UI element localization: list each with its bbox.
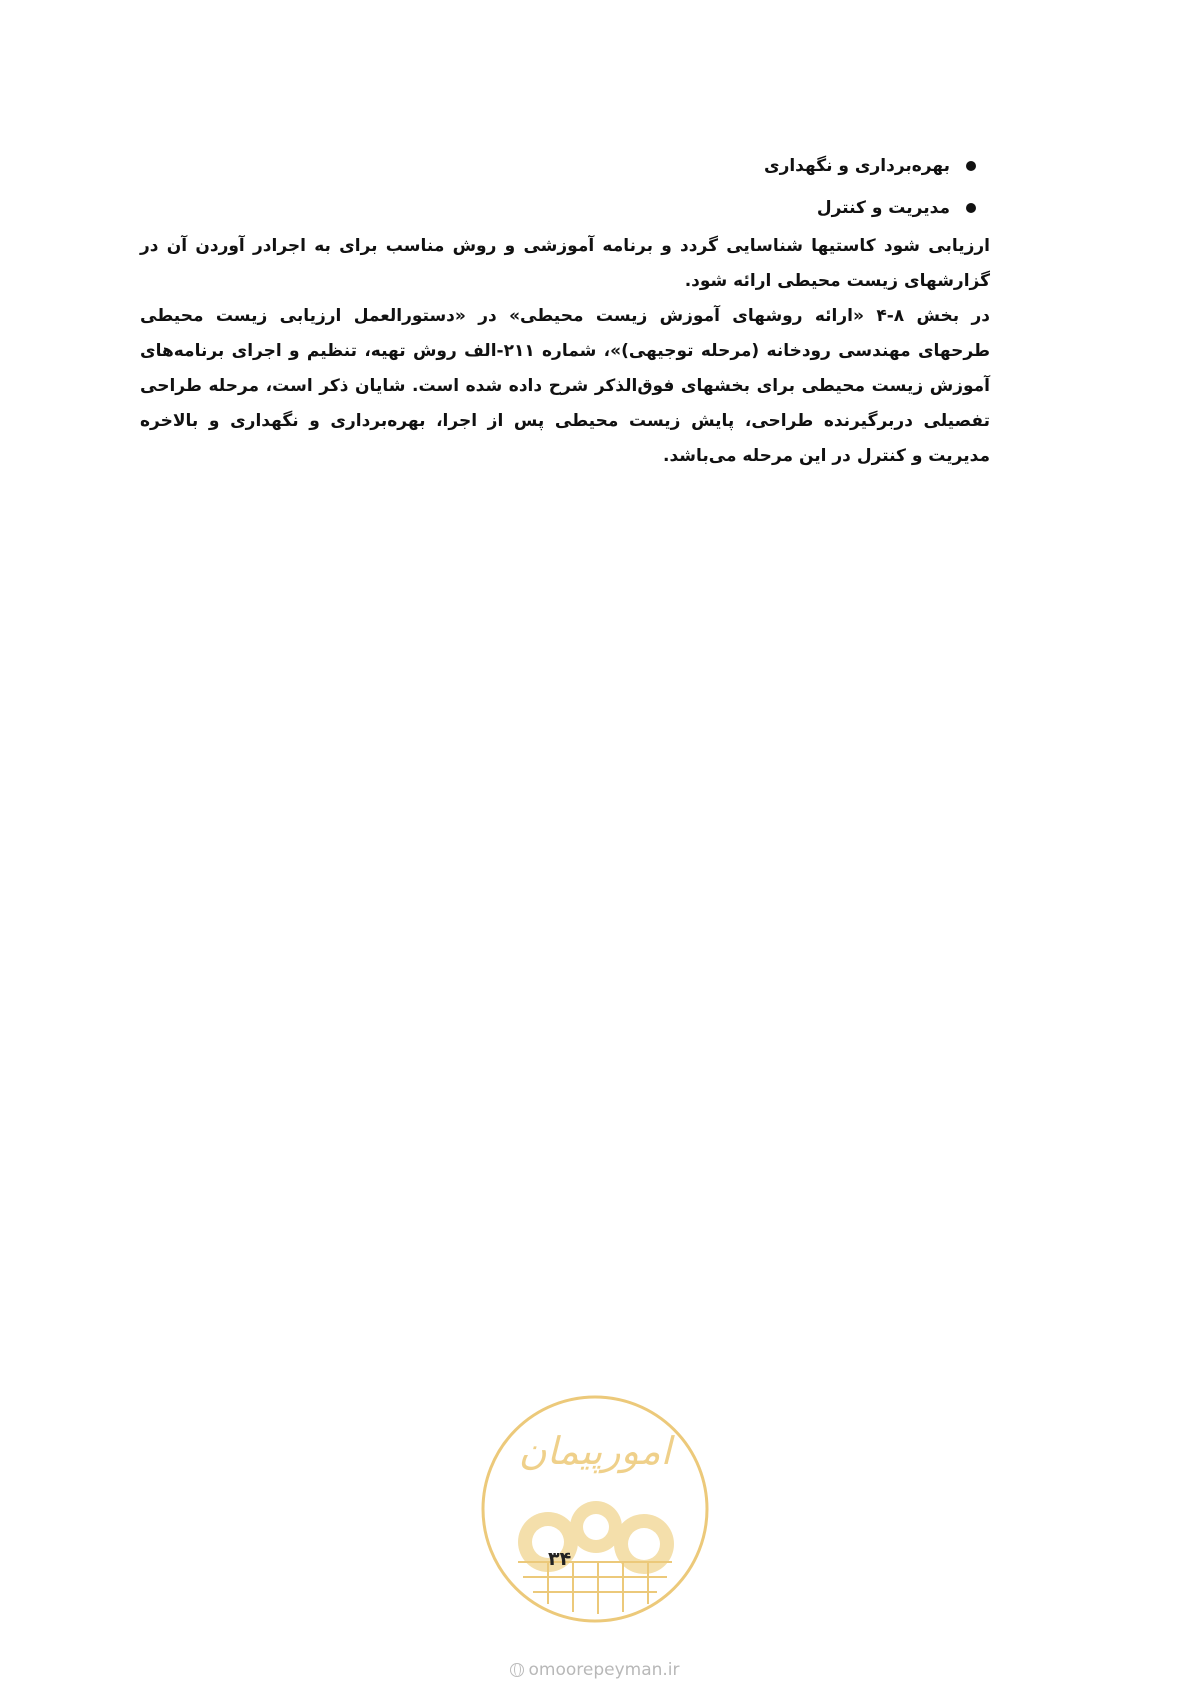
watermark-text: امورپیمان (518, 1429, 672, 1473)
bullet-dot-icon (966, 161, 976, 171)
footer-url (0, 1660, 1190, 1680)
page-content (140, 145, 990, 474)
bullet-list (140, 145, 990, 229)
bullet-dot-icon (966, 203, 976, 213)
bullet-text: بهره‌برداری و نگهداری (763, 156, 950, 176)
page-number: ۳۴ (548, 1548, 572, 1570)
bullet-item (140, 145, 976, 187)
paragraph: در بخش ۸-۴ «ارائه روشهای آموزش زیست محیطی» در «دستورالعمل ارزیابی زیست محیطی طرحهای مهندسی رودخانه (مرحله توجیهی)»، شماره ۲۱۱-الف روش تهیه، تنظیم و اجرای برنامه‌های آموزش زیست محیطی برای بخشهای فوق‌الذکر شرح داده شده است. شایان ذکر است، مرحله طراحی تفصیلی دربرگیرنده طراحی، پایش زیست محیطی پس از اجرا، بهره‌برداری و نگهداری و بالاخره مدیریت و کنترل در این مرحله می‌باشد. (140, 306, 991, 466)
bullet-item (140, 187, 976, 229)
watermark-logo-icon (478, 1392, 712, 1626)
paragraph: ارزیابی شود کاستیها شناسایی گردد و برنامه آموزشی و روش مناسب برای به اجرادر آوردن آن در گزارشهای زیست محیطی ارائه شود. (140, 236, 990, 291)
globe-icon (510, 1663, 524, 1677)
bullet-text: مدیریت و کنترل (816, 198, 950, 218)
footer-url-text: omoorepeyman.ir (528, 1660, 680, 1680)
